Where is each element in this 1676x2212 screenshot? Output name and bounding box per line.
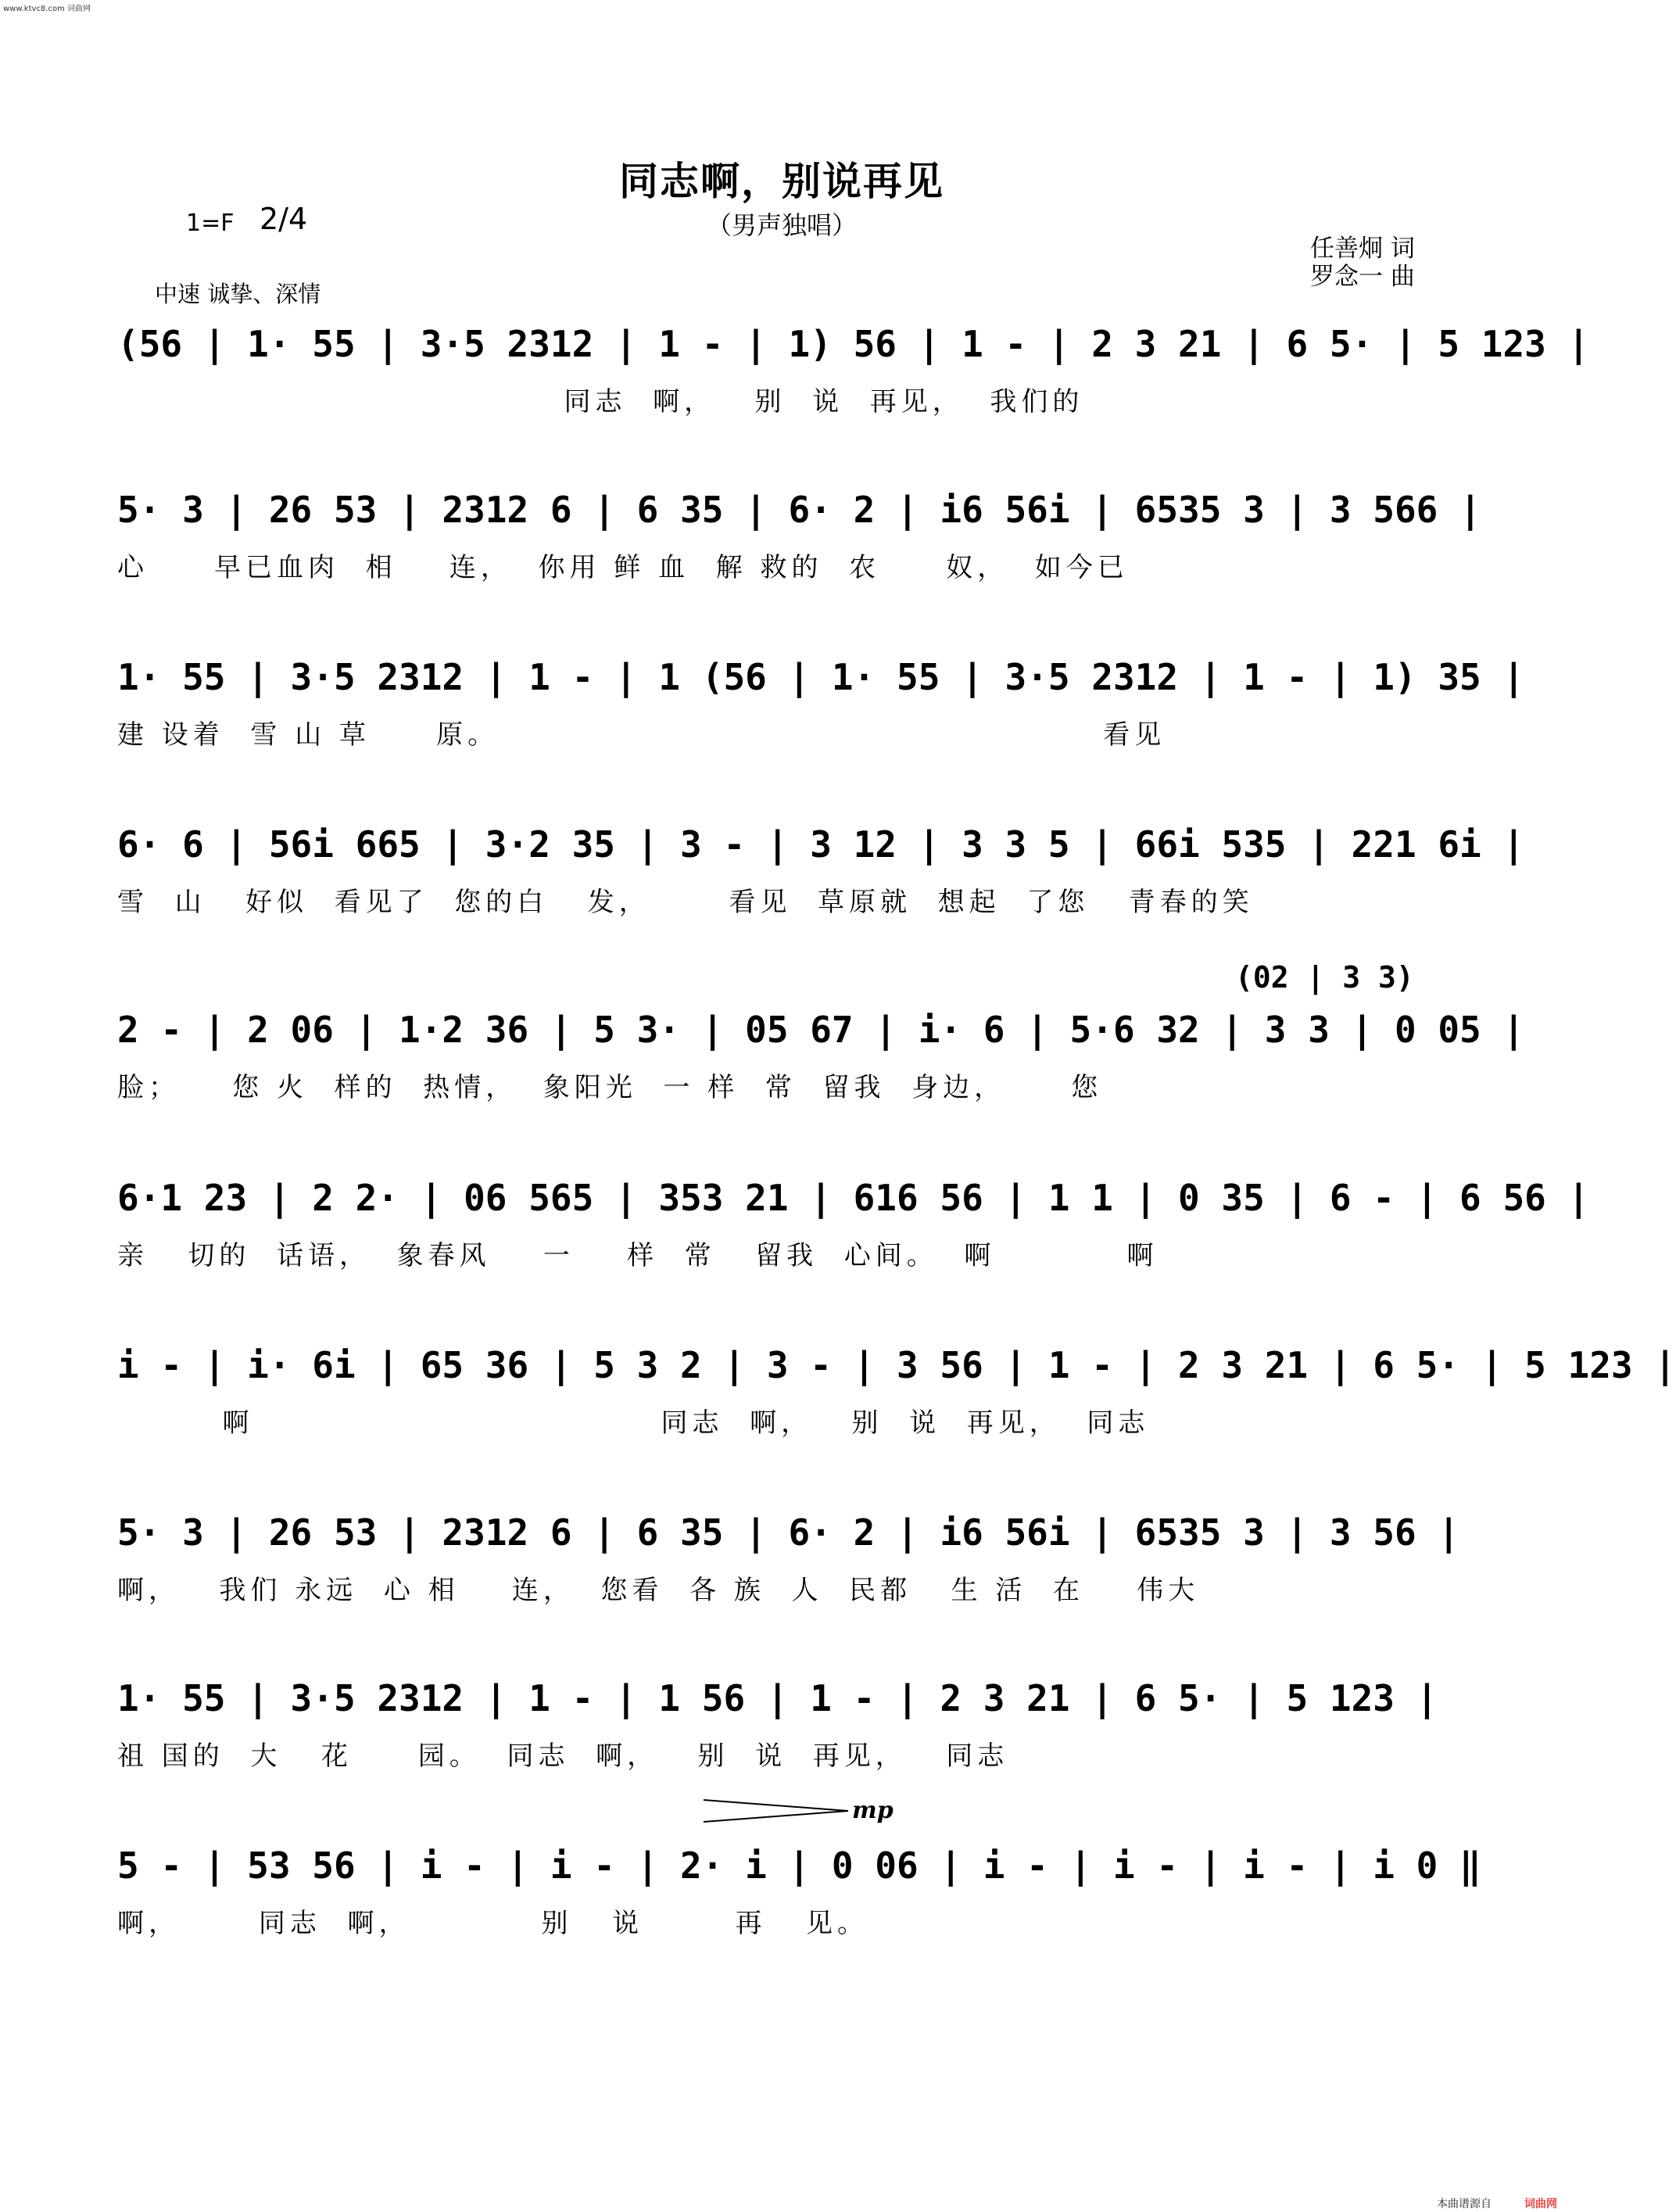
dynamic-marking: mp bbox=[852, 1797, 894, 1824]
notation-line: 5· 3 | 26 53 | 2312 6 | 6 35 | 6· 2 | i6 56i | 6535 3 | 3 56 | bbox=[117, 1511, 1460, 1554]
lyric-line: 心 早已血肉 相 连， 你用 鲜 血 解 救的 农 奴， 如今已 bbox=[117, 552, 1129, 583]
notation-line: 6·1 23 | 2 2· | 06 565 | 353 21 | 616 56 | 1 1 | 0 35 | 6 - | 6 56 | bbox=[117, 1177, 1590, 1219]
notation-line: 2 - | 2 06 | 1·2 36 | 5 3· | 05 67 | i· 6 | 5·6 32 | 3 3 | 0 05 | bbox=[117, 1009, 1525, 1051]
lyricist-credit: 任善炯 词 bbox=[1310, 235, 1415, 263]
lyric-line: 雪 山 好似 看见了 您的白 发， 看见 草原就 想起 了您 青春的笑 bbox=[117, 887, 1254, 918]
time-signature: 2/4 bbox=[260, 202, 308, 236]
composer-credit: 罗念一 曲 bbox=[1310, 263, 1415, 291]
key-signature: 1=F bbox=[186, 210, 235, 237]
footer-brand-logo: 词曲网 bbox=[1524, 2198, 1557, 2210]
lyric-line: 同志 啊， 别 说 再见， 我们的 bbox=[117, 386, 1084, 418]
notation-line: 6· 6 | 56i 665 | 3·2 35 | 3 - | 3 12 | 3 3 5 | 66i 535 | 221 6i | bbox=[117, 823, 1525, 866]
notation-line: 5 - | 53 56 | i - | i - | 2· i | 0 06 | i - | i - | i - | i 0 ‖ bbox=[117, 1845, 1481, 1887]
notation-line: (56 | 1· 55 | 3·5 2312 | 1 - | 1) 56 | 1 - | 2 3 21 | 6 5· | 5 123 | bbox=[117, 323, 1590, 365]
notation-line: i - | i· 6i | 65 36 | 5 3 2 | 3 - | 3 56 | 1 - | 2 3 21 | 6 5· | 5 123 | bbox=[117, 1344, 1676, 1386]
lyric-line: 祖 国的 大 花 园。 同志 啊， 别 说 再见， 同志 bbox=[117, 1741, 1009, 1772]
lyric-line: 啊 同志 啊， 别 说 再见， 同志 bbox=[117, 1407, 1150, 1439]
lyric-line: 啊， 同志 啊， 别 说 再 见。 bbox=[117, 1908, 869, 1939]
notation-line: 5· 3 | 26 53 | 2312 6 | 6 35 | 6· 2 | i6 56i | 6535 3 | 3 566 | bbox=[117, 489, 1481, 531]
lyric-line: 亲 切的 话语， 象春风 一 样 常 留我 心间。 啊 啊 bbox=[117, 1240, 1159, 1271]
lyric-line: 脸； 您 火 样的 热情， 象阳光 一 样 常 留我 身边， 您 bbox=[117, 1072, 1103, 1103]
notation-line: 1· 55 | 3·5 2312 | 1 - | 1 (56 | 1· 55 | 3·5 2312 | 1 - | 1) 35 | bbox=[117, 656, 1525, 698]
footer-source-label: 本曲谱源自 bbox=[1437, 2198, 1492, 2210]
site-watermark: www.ktvc8.com 词曲网 bbox=[3, 5, 91, 13]
decrescendo-hairpin bbox=[704, 1795, 852, 1827]
song-subtitle: （男声独唱） bbox=[706, 210, 857, 240]
alternate-notes: (02 | 3 3) bbox=[1235, 960, 1414, 995]
lyric-line: 啊， 我们 永远 心 相 连， 您看 各 族 人 民都 生 活 在 伟大 bbox=[117, 1575, 1200, 1606]
tempo-marking: 中速 诚挚、深情 bbox=[155, 281, 321, 307]
notation-line: 1· 55 | 3·5 2312 | 1 - | 1 56 | 1 - | 2 3 21 | 6 5· | 5 123 | bbox=[117, 1677, 1438, 1719]
song-title: 同志啊，别说再见 bbox=[619, 158, 944, 204]
lyric-line: 建 设着 雪 山 草 原。 看见 bbox=[117, 719, 1166, 751]
